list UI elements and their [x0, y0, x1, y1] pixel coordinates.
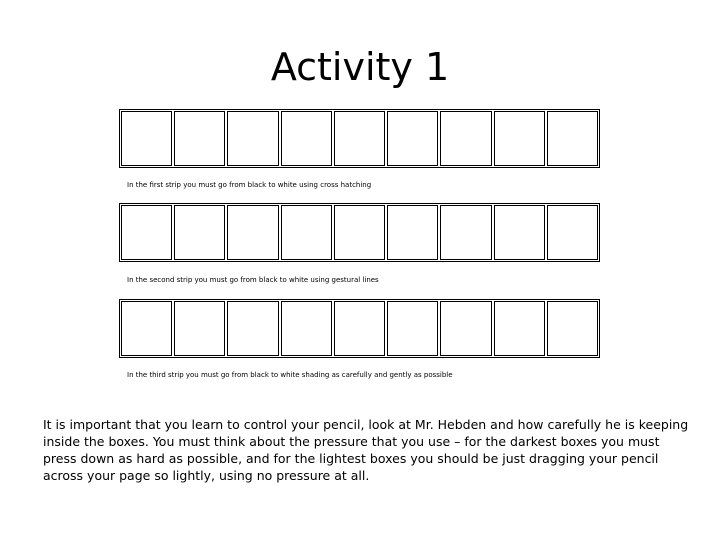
shading-box [387, 205, 438, 260]
shading-box [281, 111, 332, 166]
shading-box [121, 205, 172, 260]
shading-box [227, 301, 278, 356]
shading-box [174, 301, 225, 356]
shading-box [547, 111, 598, 166]
strip-shading [119, 299, 600, 358]
shading-box [334, 205, 385, 260]
strip-caption-gestural-lines: In the second strip you must go from black to white using gestural lines [127, 276, 379, 284]
shading-box [334, 111, 385, 166]
shading-box [547, 301, 598, 356]
shading-box [387, 111, 438, 166]
shading-box [440, 205, 491, 260]
shading-box [547, 205, 598, 260]
shading-box [440, 111, 491, 166]
shading-box [281, 301, 332, 356]
shading-box [281, 205, 332, 260]
shading-box [334, 301, 385, 356]
strip-caption-cross-hatching: In the first strip you must go from black to white using cross hatching [127, 181, 372, 189]
shading-box [494, 111, 545, 166]
shading-box [227, 205, 278, 260]
shading-box [227, 111, 278, 166]
instructions-paragraph: It is important that you learn to control your pencil, look at Mr. Hebden and how carefully he is keeping inside the boxes. You must think about the pressure that you use – for the darkest boxes you must press down as hard as possible, and for the lightest boxes you should be just dragging your pencil across your page so lightly, using no pressure at all. [43, 417, 689, 483]
shading-box [387, 301, 438, 356]
shading-box [121, 111, 172, 166]
strip-gestural-lines [119, 203, 600, 262]
shading-box [174, 111, 225, 166]
shading-box [494, 301, 545, 356]
shading-box [494, 205, 545, 260]
shading-box [440, 301, 491, 356]
strip-caption-shading: In the third strip you must go from black to white shading as carefully and gently as possible [127, 371, 453, 379]
page-title: Activity 1 [270, 45, 450, 89]
strip-cross-hatching [119, 109, 600, 168]
shading-box [121, 301, 172, 356]
shading-box [174, 205, 225, 260]
